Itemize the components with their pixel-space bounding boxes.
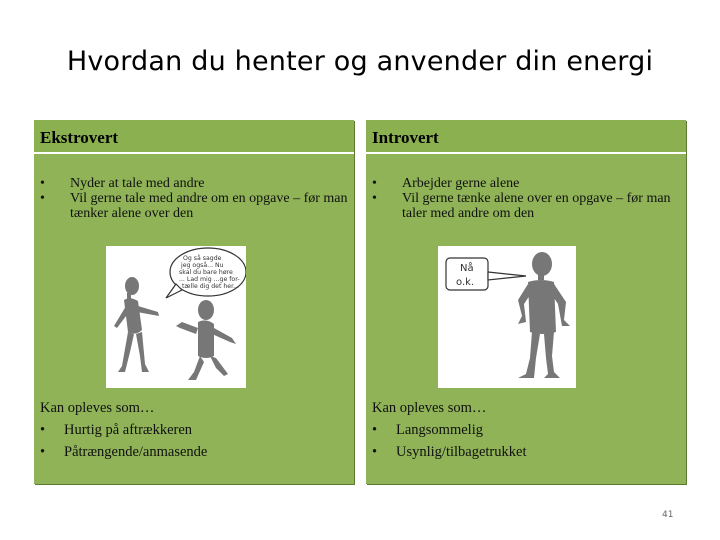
list-item: • Hurtig på aftrækkeren (40, 422, 193, 438)
list-item: • Arbejder gerne alene (372, 176, 520, 191)
talking-figures-image (106, 246, 246, 388)
list-item: • Nyder at tale med andre (40, 176, 205, 191)
extrovert-header (34, 120, 354, 154)
standing-figure-image (438, 246, 576, 388)
speech-bubble-text: Nå o.k. (456, 263, 475, 288)
extrovert-header-label: Ekstrovert (40, 128, 119, 147)
introvert-illustration (438, 246, 576, 388)
speech-bubble-text: Og så sagde jeg også... Nu skal du bare høre ... Lad mig ...ge for- tælle dig det her... (179, 255, 240, 290)
introvert-header-label: Introvert (372, 128, 439, 147)
list-item: • Langsommelig (372, 422, 483, 438)
slide-title: Hvordan du henter og anvender din energi (66, 46, 654, 77)
introvert-header (366, 120, 686, 154)
introvert-traits (372, 176, 680, 221)
extrovert-illustration (106, 246, 246, 388)
extrovert-perception: Kan opleves som… • Hurtig på aftrækkeren • Påtrængende/anmasende (40, 397, 348, 463)
extrovert-panel (34, 120, 354, 484)
list-item: • Påtrængende/anmasende (40, 444, 208, 460)
talking-figure-left (114, 277, 159, 372)
page-number: 41 (662, 510, 674, 520)
extrovert-traits (40, 176, 348, 221)
standing-figure (518, 252, 570, 378)
introvert-perception: Kan opleves som… • Langsommelig • Usynlig/tilbagetrukket (372, 397, 680, 463)
talking-figure-right (176, 300, 236, 380)
introvert-panel (366, 120, 686, 484)
list-item: • Usynlig/tilbagetrukket (372, 444, 527, 460)
list-item: • Vil gerne tale med andre om en opgave – før man tænker alene over den (40, 191, 348, 221)
list-item: • Vil gerne tænke alene over en opgave – før man taler med andre om den (372, 191, 671, 221)
